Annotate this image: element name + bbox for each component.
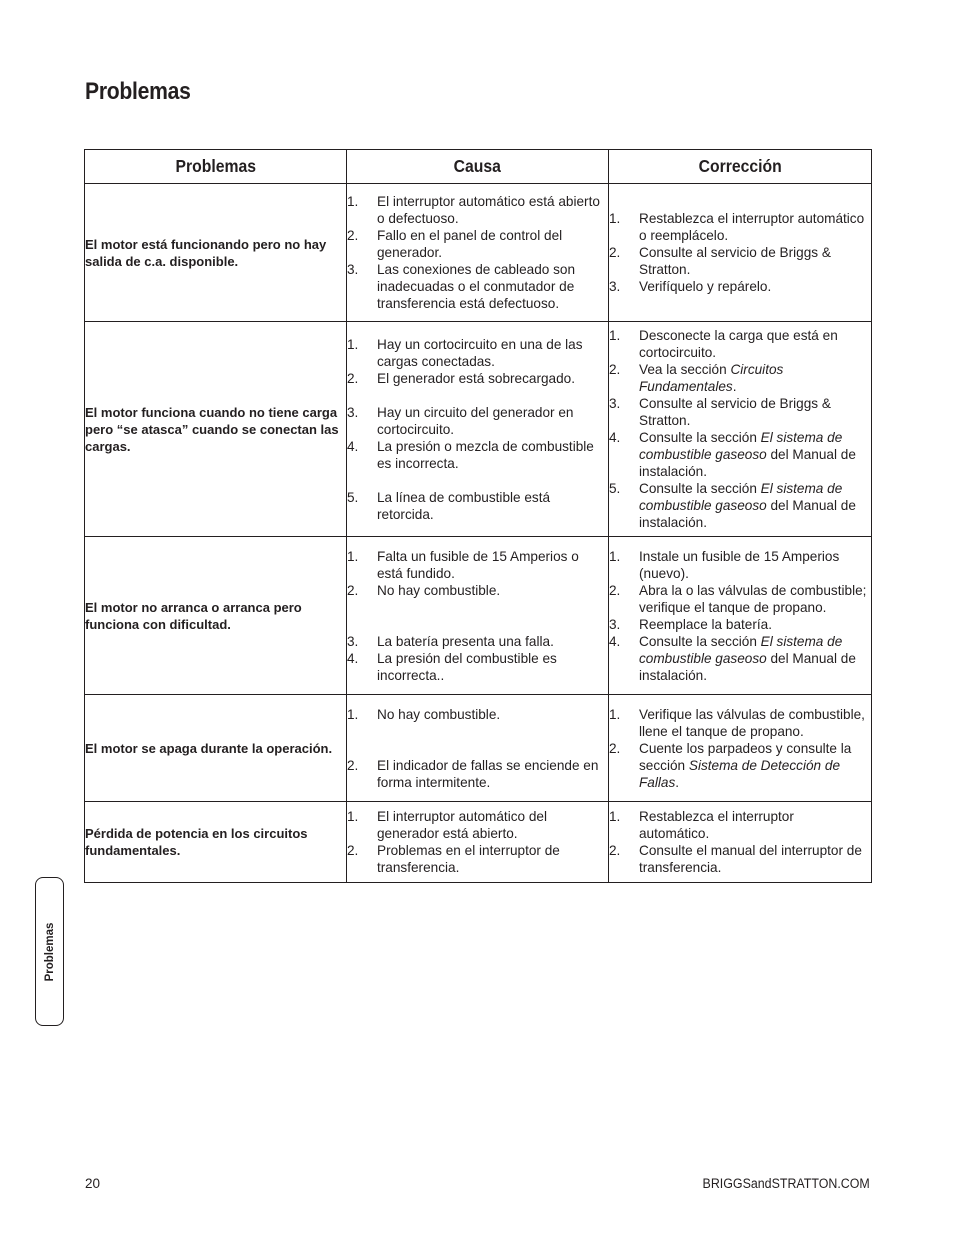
list-item: 1. Restablezca el interruptor automático o reemplácelo. [609, 211, 865, 243]
list-item: 2. Consulte al servicio de Briggs & Stratton. [609, 245, 831, 277]
list-item: 5. Consulte la sección El sistema de combustible gaseoso del Manual de instalación. [609, 481, 856, 530]
list-item: 1. El interruptor automático del generador está abierto. [347, 809, 548, 841]
list-item: 4. La presión del combustible es incorrecta.. [347, 651, 557, 683]
correction-cell [609, 695, 872, 802]
table-row [85, 802, 872, 883]
list-item: 2. Cuente los parpadeos y consulte la sección Sistema de Detección de Fallas. [609, 741, 852, 790]
problem-cell: Pérdida de potencia en los circuitos fundamentales. [85, 802, 347, 883]
list-item: 3. La batería presenta una falla. [347, 634, 554, 649]
table-header-row [85, 150, 872, 184]
table-row [85, 184, 872, 322]
list-item: 1. Verifique las válvulas de combustible, llene el tanque de propano. [609, 707, 865, 739]
problem-cell: El motor no arranca o arranca pero funciona con dificultad. [85, 537, 347, 695]
problem-cell: El motor se apaga durante la operación. [85, 695, 347, 802]
list-item: 3. Reemplace la batería. [609, 617, 772, 632]
list-item: 2. El indicador de fallas se enciende en forma intermitente. [347, 758, 599, 790]
site-url: BRIGGSandSTRATTON.COM [702, 1176, 870, 1191]
table-row [85, 537, 872, 695]
correction-cell [609, 537, 872, 695]
list-item: 4. La presión o mezcla de combustible es incorrecta. [347, 438, 594, 471]
cause-cell [347, 537, 609, 695]
correction-cell [609, 802, 872, 883]
header-problems: Problemas [85, 150, 347, 184]
cause-cell [347, 695, 609, 802]
header-correction: Corrección [609, 150, 872, 184]
list-item: 3. Verifíquelo y repárelo. [609, 279, 772, 294]
cause-cell [347, 184, 609, 322]
list-item: 2. No hay combustible. [347, 583, 501, 598]
list-item: 2. Vea la sección Circuitos Fundamentales. [609, 362, 784, 394]
cause-cell [347, 322, 609, 537]
list-item: 1. Desconecte la carga que está en cortocircuito. [609, 328, 838, 360]
list-item: 2. El generador está sobrecargado. [347, 370, 575, 386]
problem-cell: El motor está funcionando pero no hay salida de c.a. disponible. [85, 184, 347, 322]
side-section-tab [35, 877, 64, 1026]
list-item: 1. Instale un fusible de 15 Amperios (nuevo). [609, 549, 840, 581]
list-item: 2. Abra la o las válvulas de combustible; verifique el tanque de propano. [609, 583, 867, 615]
side-tab-label: Problemas [43, 922, 56, 981]
table-row [85, 695, 872, 802]
list-item: 4. Consulte la sección El sistema de combustible gaseoso del Manual de instalación. [609, 430, 856, 479]
list-item: 2. Consulte el manual del interruptor de transferencia. [609, 843, 862, 875]
correction-cell [609, 322, 872, 537]
list-item: 5. La línea de combustible está retorcida. [347, 489, 551, 522]
list-item: 3. Las conexiones de cableado son inadecuadas o el conmutador de transferencia está defectuoso. [347, 262, 576, 311]
list-item: 1. El interruptor automático está abierto o defectuoso. [347, 194, 600, 226]
problem-cell: El motor funciona cuando no tiene carga pero “se atasca” cuando se conectan las cargas. [85, 322, 347, 537]
page-title: Problemas [85, 78, 191, 105]
list-item: 2. Fallo en el panel de control del generador. [347, 228, 563, 260]
header-cause: Causa [347, 150, 609, 184]
table-row [85, 322, 872, 537]
list-item: 1. Restablezca el interruptor automático. [609, 809, 794, 841]
list-item: 3. Hay un circuito del generador en cortocircuito. [347, 404, 574, 437]
list-item: 1. No hay combustible. [347, 707, 501, 722]
troubleshooting-table [84, 149, 872, 883]
list-item: 2. Problemas en el interruptor de transferencia. [347, 843, 560, 875]
cause-cell [347, 802, 609, 883]
list-item: 4. Consulte la sección El sistema de combustible gaseoso del Manual de instalación. [609, 634, 856, 683]
list-item: 1. Hay un cortocircuito en una de las cargas conectadas. [347, 336, 583, 369]
correction-cell [609, 184, 872, 322]
list-item: 1. Falta un fusible de 15 Amperios o está fundido. [347, 549, 579, 581]
page-number: 20 [85, 1176, 101, 1191]
list-item: 3. Consulte al servicio de Briggs & Stratton. [609, 396, 831, 428]
